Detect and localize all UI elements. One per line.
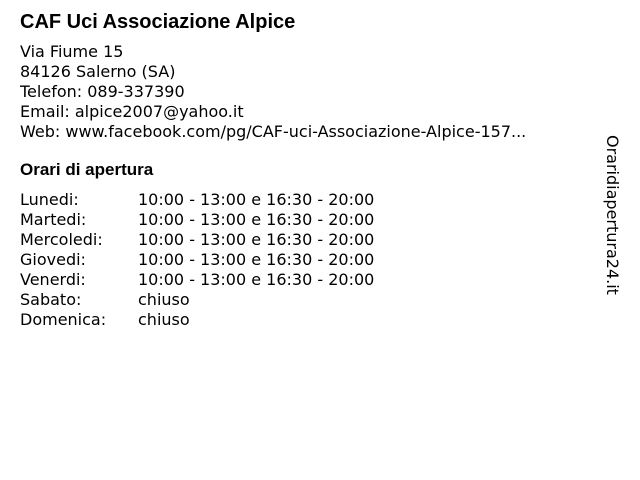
day-label: Venerdi: xyxy=(20,270,86,289)
hours-row-tuesday xyxy=(20,210,374,230)
day-label: Martedi: xyxy=(20,210,87,229)
time-value: 10:00 - 13:00 e 16:30 - 20:00 xyxy=(138,250,375,269)
hours-row-wednesday xyxy=(20,230,374,250)
hours-row-thursday xyxy=(20,250,374,270)
time-value: chiuso xyxy=(138,310,190,329)
day-label: Giovedi: xyxy=(20,250,86,269)
time-value: chiuso xyxy=(138,290,190,309)
day-label: Domenica: xyxy=(20,310,107,329)
time-value: 10:00 - 13:00 e 16:30 - 20:00 xyxy=(138,270,375,289)
address-block xyxy=(20,42,600,142)
day-label: Sabato: xyxy=(20,290,82,309)
day-label: Lunedi: xyxy=(20,190,79,209)
time-value: 10:00 - 13:00 e 16:30 - 20:00 xyxy=(138,190,375,209)
business-name: CAF Uci Associazione Alpice xyxy=(20,11,296,33)
hours-row-sunday xyxy=(20,310,374,330)
business-card xyxy=(20,10,600,330)
opening-hours-table xyxy=(20,190,374,330)
website-line: Web: www.facebook.com/pg/CAF-uci-Associazione-Alpice-157... xyxy=(20,122,527,141)
email-line: Email: alpice2007@yahoo.it xyxy=(20,102,244,121)
brand-watermark: Oraridiapertura24.it xyxy=(603,135,622,295)
street-address: Via Fiume 15 xyxy=(20,42,124,61)
time-value: 10:00 - 13:00 e 16:30 - 20:00 xyxy=(138,230,375,249)
postal-city: 84126 Salerno (SA) xyxy=(20,62,176,81)
hours-row-saturday xyxy=(20,290,374,310)
hours-row-friday xyxy=(20,270,374,290)
day-label: Mercoledi: xyxy=(20,230,103,249)
time-value: 10:00 - 13:00 e 16:30 - 20:00 xyxy=(138,210,375,229)
hours-row-monday xyxy=(20,190,374,210)
opening-hours-title: Orari di apertura xyxy=(20,160,154,179)
phone-line: Telefon: 089-337390 xyxy=(20,82,185,101)
